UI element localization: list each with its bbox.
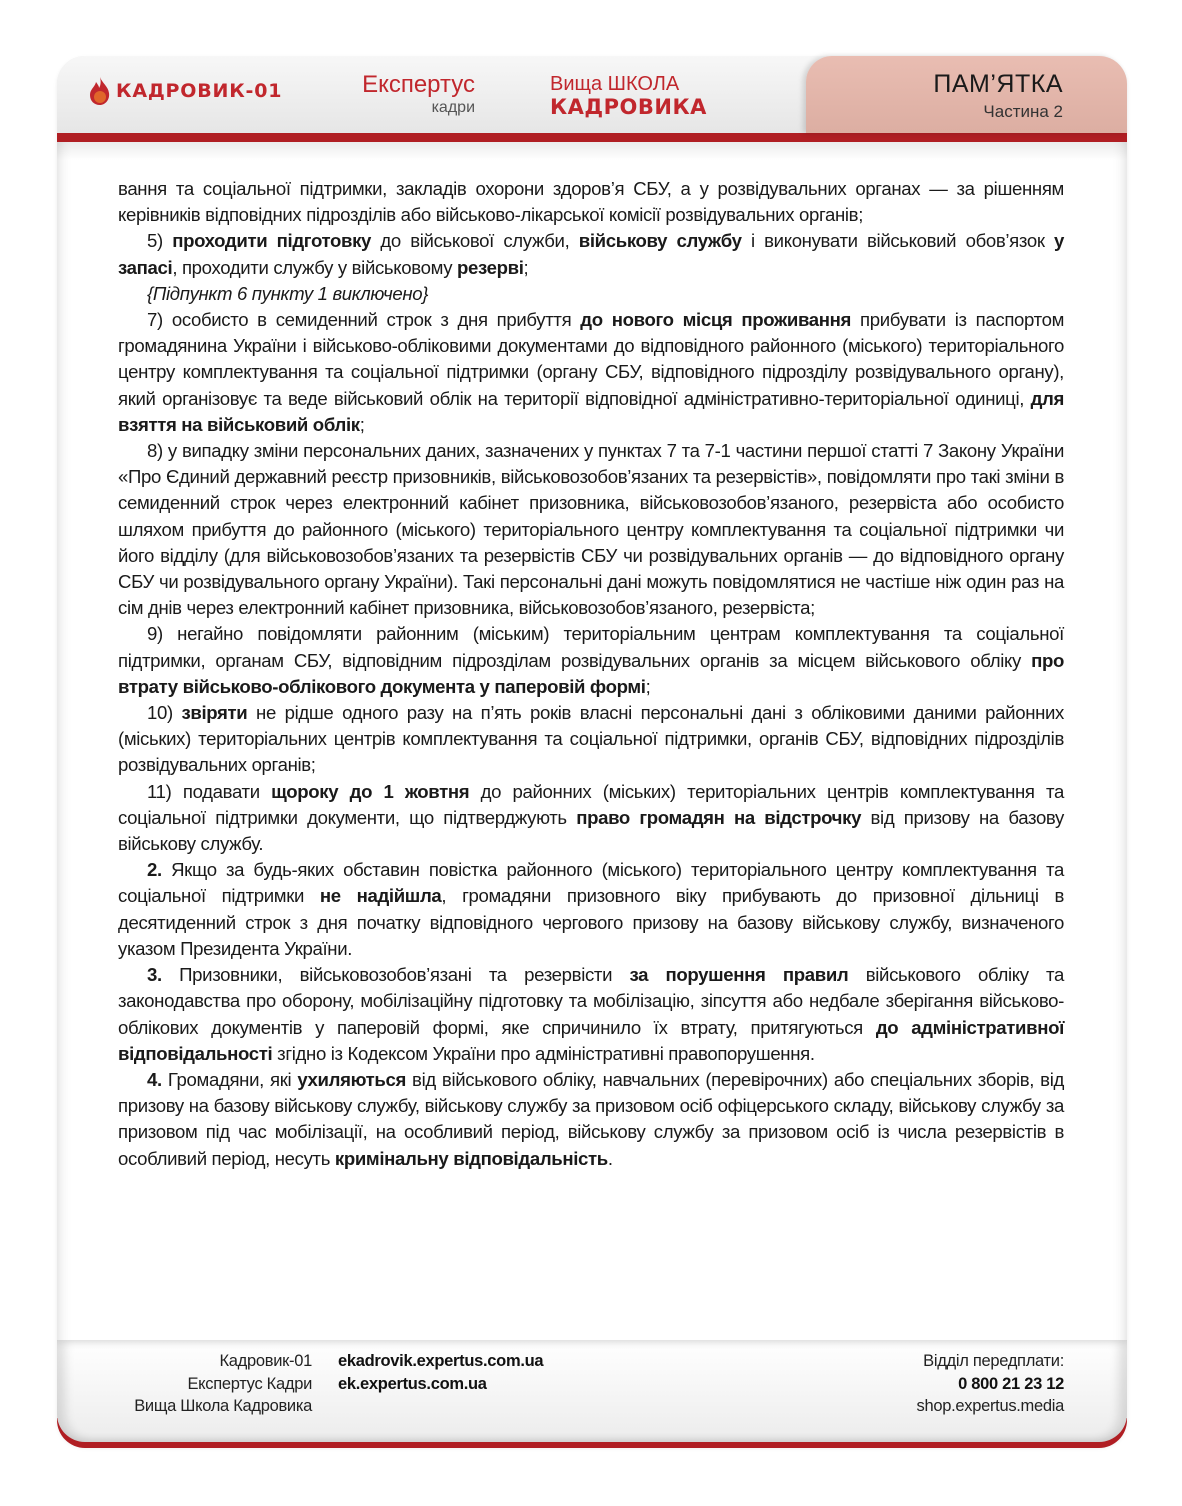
- emphasis-text: звіряти: [181, 702, 248, 724]
- text-run: до районних (міських) територіальних центрів комплектування та соціальної підтримки документи, що підтверджують: [118, 780, 1064, 828]
- text-run: .: [607, 1147, 613, 1169]
- emphasis-text: до адміністративної відповідальності: [118, 1016, 1064, 1064]
- footer-name: Вища Школа Кадровика: [134, 1397, 312, 1415]
- document-body: [118, 176, 1064, 1172]
- subscription-label: Відділ передплати:: [923, 1352, 1064, 1370]
- subscription-phone[interactable]: 0 800 21 23 12: [958, 1374, 1064, 1393]
- text-run: 9) негайно повідомляти районним (міським) територіальним центрам комплектування та соціальної підтримки, органам СБУ, відповідним підрозділам розвідувальних органів за місцем військового обліку: [118, 623, 1064, 671]
- footer-publications: [110, 1350, 312, 1418]
- italic-note: {Підпункт 6 пункту 1 виключено}: [147, 282, 429, 304]
- memo-tab: [806, 56, 1127, 133]
- logo-expertus-sub: кадри: [431, 99, 475, 116]
- logo-expertus-main: Експертус: [362, 71, 475, 98]
- footer-links: [338, 1350, 543, 1395]
- text-run: , громадяни призовного віку прибувають до призовної дільниці в десятиденний строк з дня початку відповідного чергового призову на базову військову службу, визначеного указом Президента України.: [118, 885, 1064, 959]
- emphasis-text: до нового місця проживання: [580, 309, 852, 331]
- logo-kadrovyk[interactable]: [88, 76, 282, 106]
- text-run: Якщо за будь-яких обставин повістка районного (міського) територіального центру комплектування та соціальної підтримки: [118, 859, 1064, 907]
- logo-expertus[interactable]: [351, 72, 475, 118]
- paragraph: [118, 857, 1064, 962]
- text-run: і виконувати військовий обов’язок: [741, 230, 1054, 252]
- emphasis-text: 3.: [147, 964, 162, 986]
- emphasis-text: не надійшла: [319, 885, 442, 907]
- text-run: 7) особисто в семиденний строк з дня прибуття: [147, 309, 581, 331]
- logo-vshk-top: Вища ШКОЛА: [550, 73, 680, 95]
- text-run: вання та соціальної підтримки, закладів охорони здоров’я СБУ, а у розвідувальних органах — за рішенням керівників відповідних підрозділів або військово-лікарської комісії розвідувальних органів;: [118, 178, 1064, 226]
- memo-title: ПАМ’ЯТКА: [933, 70, 1063, 98]
- emphasis-text: 4.: [147, 1068, 162, 1090]
- text-run: прибувати із паспортом громадянина України і військово-обліковими документами до відповідного районного (міського) територіального центру комплектування та соціальної підтримки (органу СБУ, відповідного підрозділу розвідувального органу), який організовує та веде військовий облік на території відповідної адміністративно-територіальної одиниці,: [118, 309, 1065, 409]
- paragraph: [118, 307, 1064, 438]
- logo-kadrovyk-text: КАДРОВИК-01: [116, 80, 283, 102]
- paragraph: [118, 281, 1064, 307]
- emphasis-text: право громадян на відстрочку: [576, 806, 862, 828]
- text-run: від призову на базову військову службу.: [118, 806, 1064, 855]
- text-run: до військової служби,: [371, 230, 579, 252]
- text-run: 5): [147, 230, 173, 252]
- emphasis-text: ухиляються: [297, 1068, 406, 1090]
- footer-name: Кадровик-01: [219, 1352, 312, 1370]
- text-run: військового обліку та законодавства про оборону, мобілізаційну підготовку та мобілізацію, зіпсуття або недбале зберігання військово-облікових документів у паперовій формі, яке спричинило їх втрату, притягуються: [118, 964, 1064, 1038]
- emphasis-text: проходити підготовку: [172, 230, 372, 252]
- paragraph: [118, 438, 1064, 621]
- footer-link[interactable]: ek.expertus.com.ua: [338, 1374, 487, 1393]
- emphasis-text: щороку до 1 жовтня: [271, 780, 470, 802]
- text-run: ;: [523, 256, 529, 278]
- header-shadow: [57, 142, 1127, 160]
- text-run: ;: [359, 413, 365, 435]
- emphasis-text: за порушення правил: [629, 964, 849, 986]
- text-run: ;: [645, 675, 651, 697]
- paragraph: [118, 621, 1064, 700]
- emphasis-text: 2.: [147, 859, 162, 881]
- emphasis-text: для взяття на військовий облік: [118, 387, 1064, 435]
- footer-subscription: [917, 1350, 1064, 1418]
- text-run: Призовники, військовозобов’язані та резервісти: [161, 964, 630, 986]
- text-run: 11) подавати: [147, 780, 272, 802]
- text-run: 8) у випадку зміни персональних даних, зазначених у пунктах 7 та 7-1 частини першої статті 7 Закону України «Про Єдиний державний реєстр призовників, військовозобов’язаних та резервістів», повідомляти про такі зміни в семиденний строк через електронний кабінет призовника, військовозобов’язаного, резервіста або особисто шляхом прибуття до районного (міського) територіального центру комплектування та соціальної підтримки чи його відділу (для військовозобов’язаних та резервістів СБУ чи розвідувальних органів — до відповідного органу СБУ чи розвідувального органу України). Такі персональні дані можуть повідомлятися не частіше ніж один раз на сім днів через електронний кабінет призовника, військовозобов’язаного, резервіста;: [118, 440, 1064, 619]
- logo-vshk-bottom: КАДРОВИКА: [550, 95, 707, 119]
- emphasis-text: військову службу: [578, 230, 742, 252]
- flame-icon: [88, 76, 112, 106]
- text-run: згідно із Кодексом України про адміністративні правопорушення.: [272, 1042, 815, 1064]
- emphasis-text: у запасі: [118, 230, 1064, 278]
- header-red-line: [57, 133, 1127, 142]
- paragraph: [118, 962, 1064, 1067]
- paragraph: [118, 779, 1064, 858]
- paragraph: [118, 176, 1064, 228]
- paragraph: [118, 228, 1064, 280]
- paragraph: [118, 700, 1064, 779]
- footer-name: Експертус Кадри: [187, 1374, 312, 1393]
- footer-link[interactable]: ekadrovik.expertus.com.ua: [338, 1352, 544, 1370]
- emphasis-text: кримінальну відповідальність: [334, 1147, 608, 1169]
- text-run: , проходити службу у військовому: [172, 256, 457, 278]
- emphasis-text: резерві: [456, 256, 524, 278]
- text-run: Громадяни, які: [161, 1068, 298, 1090]
- memo-part: Частина 2: [983, 102, 1063, 121]
- paragraph: [118, 1067, 1064, 1172]
- shop-link[interactable]: shop.expertus.media: [916, 1397, 1064, 1415]
- logo-vyshcha-shkola[interactable]: [550, 73, 707, 119]
- text-run: не рідше одного разу на п’ять років власні персональні дані з обліковими даними районних (міських) територіальних центрів комплектування та соціальної підтримки, органів СБУ, відповідних підрозділів розвідувальних органів;: [118, 702, 1065, 776]
- text-run: 10): [147, 702, 182, 724]
- text-run: від військового обліку, навчальних (перевірочних) або спеціальних зборів, від призову на базову військову службу, військову службу за призовом осіб офіцерського складу, військову службу за призовом під час мобілізації, на особливий період, військову службу за призовом осіб із числа резервістів в особливий період, несуть: [118, 1068, 1064, 1169]
- emphasis-text: про втрату військово-облікового документа у паперовій формі: [118, 649, 1064, 697]
